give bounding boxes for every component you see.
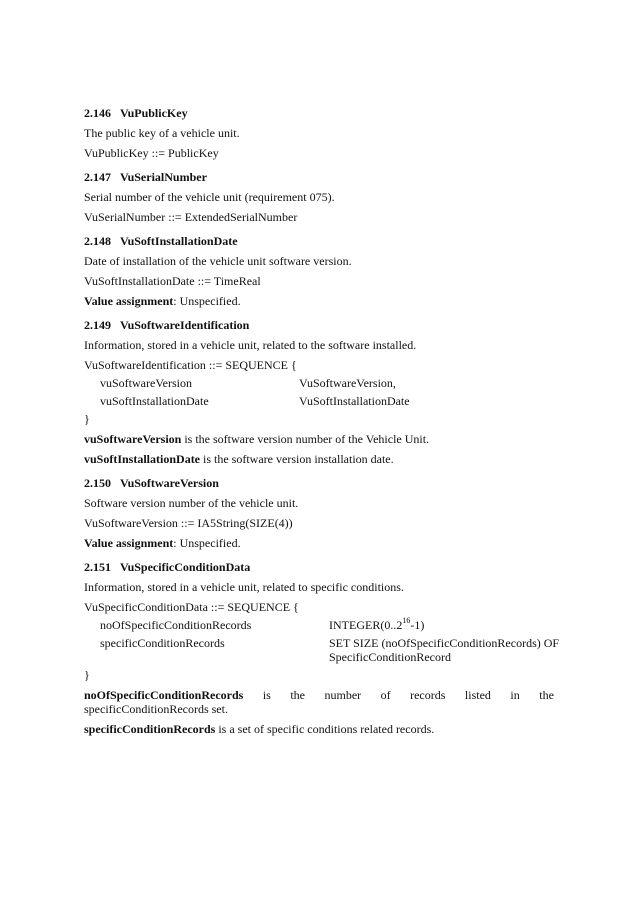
- section-title: VuSoftInstallationDate: [120, 234, 238, 248]
- value-assignment-label: Value assignment: [84, 294, 174, 308]
- sequence-field: [84, 394, 554, 408]
- value-assignment-text: : Unspecified.: [173, 536, 241, 550]
- section-title: VuSerialNumber: [120, 170, 207, 184]
- value-assignment: [84, 294, 554, 308]
- section-heading: [84, 476, 554, 490]
- section-description: Serial number of the vehicle unit (requirement 075).: [84, 190, 335, 204]
- section-heading: [84, 170, 554, 184]
- section-2-147: [84, 170, 554, 224]
- note-word: the: [539, 688, 554, 702]
- field-note-term: noOfSpecificConditionRecords: [84, 688, 244, 702]
- value-assignment-text: : Unspecified.: [173, 294, 241, 308]
- section-heading: [84, 234, 554, 248]
- section-2-151: [84, 560, 560, 736]
- document-page: [84, 106, 560, 746]
- note-word: is: [262, 688, 271, 702]
- type-definition: VuSoftwareIdentification ::= SEQUENCE {: [84, 358, 297, 372]
- type-definition: VuPublicKey ::= PublicKey: [84, 146, 219, 160]
- section-2-148: [84, 234, 554, 308]
- section-heading: [84, 106, 554, 120]
- field-note: [84, 452, 554, 466]
- field-note-term: vuSoftInstallationDate: [84, 452, 201, 466]
- sequence-close: }: [84, 412, 90, 426]
- field-note-text: is the software version installation date.: [200, 452, 394, 466]
- field-name: noOfSpecificConditionRecords: [100, 618, 252, 632]
- field-note: [84, 722, 554, 736]
- section-heading: [84, 560, 554, 574]
- section-heading: [84, 318, 554, 332]
- field-type: VuSoftInstallationDate: [299, 394, 410, 408]
- field-note-line: specificConditionRecords set.: [84, 702, 228, 716]
- sequence-field: [84, 618, 554, 632]
- field-note-term: specificConditionRecords: [84, 722, 216, 736]
- field-type: VuSoftwareVersion,: [299, 376, 396, 390]
- field-note-text: is the software version number of the Vehicle Unit.: [181, 432, 430, 446]
- note-word: of: [380, 688, 391, 702]
- field-note-text: is a set of specific conditions related records.: [215, 722, 435, 736]
- section-number: 2.148: [84, 234, 111, 248]
- note-word: number: [324, 688, 362, 702]
- section-2-150: [84, 476, 554, 550]
- field-type-text: -1): [410, 618, 425, 632]
- field-type-exponent: 16: [402, 616, 411, 625]
- note-word: in: [510, 688, 520, 702]
- section-title: VuSoftwareVersion: [120, 476, 219, 490]
- section-2-149: [84, 318, 554, 466]
- field-type-line: SpecificConditionRecord: [329, 650, 451, 664]
- section-number: 2.151: [84, 560, 111, 574]
- field-note: [84, 688, 554, 716]
- field-name: specificConditionRecords: [100, 636, 225, 650]
- field-type-text: INTEGER(0..2: [329, 618, 403, 632]
- sequence-close: }: [84, 668, 90, 682]
- field-name: vuSoftInstallationDate: [100, 394, 209, 408]
- field-note-term: vuSoftwareVersion: [84, 432, 182, 446]
- section-description: The public key of a vehicle unit.: [84, 126, 240, 140]
- section-description: Information, stored in a vehicle unit, related to specific conditions.: [84, 580, 404, 594]
- field-note: [84, 432, 554, 446]
- value-assignment-label: Value assignment: [84, 536, 174, 550]
- section-number: 2.146: [84, 106, 111, 120]
- sequence-field: [84, 636, 560, 664]
- type-definition: VuSoftwareVersion ::= IA5String(SIZE(4)): [84, 516, 293, 530]
- type-definition: VuSerialNumber ::= ExtendedSerialNumber: [84, 210, 298, 224]
- value-assignment: [84, 536, 554, 550]
- type-definition: VuSpecificConditionData ::= SEQUENCE {: [84, 600, 299, 614]
- note-word: the: [290, 688, 305, 702]
- section-title: VuSoftwareIdentification: [120, 318, 250, 332]
- section-title: VuPublicKey: [120, 106, 188, 120]
- field-note-line: [84, 688, 554, 702]
- section-title: VuSpecificConditionData: [120, 560, 251, 574]
- section-description: Software version number of the vehicle unit.: [84, 496, 299, 510]
- section-number: 2.149: [84, 318, 111, 332]
- note-word: listed: [464, 688, 491, 702]
- field-type: [329, 618, 554, 632]
- field-type-line: SET SIZE (noOfSpecificConditionRecords) OF: [329, 636, 560, 650]
- field-name: vuSoftwareVersion: [100, 376, 192, 390]
- section-number: 2.150: [84, 476, 111, 490]
- section-description: Information, stored in a vehicle unit, related to the software installed.: [84, 338, 417, 352]
- sequence-field: [84, 376, 554, 390]
- section-2-146: [84, 106, 554, 160]
- section-number: 2.147: [84, 170, 111, 184]
- section-description: Date of installation of the vehicle unit software version.: [84, 254, 352, 268]
- field-type: [329, 636, 560, 664]
- type-definition: VuSoftInstallationDate ::= TimeReal: [84, 274, 261, 288]
- note-word: records: [410, 688, 446, 702]
